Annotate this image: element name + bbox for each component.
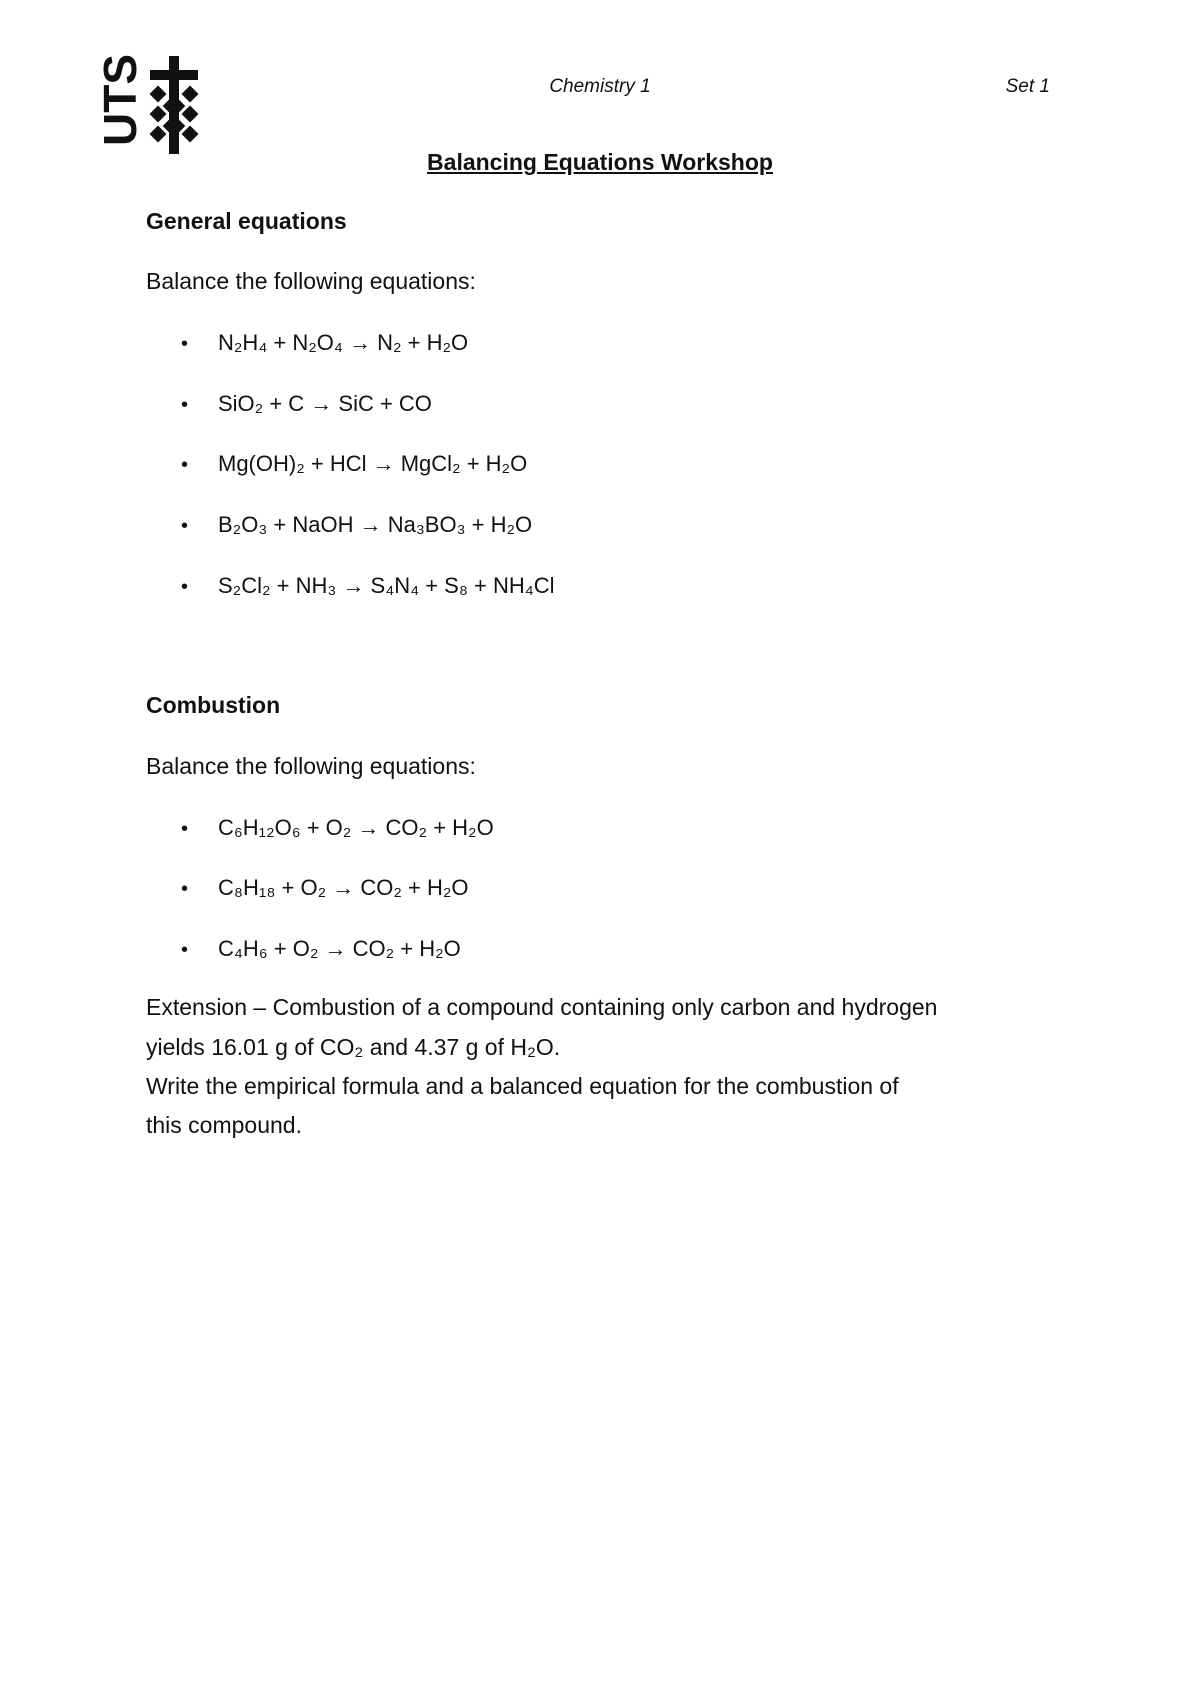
equation-text: C₆H₁₂O₆ + O₂ → CO₂ + H₂O: [218, 815, 494, 840]
instruction-combustion: Balance the following equations:: [146, 753, 476, 779]
section-heading-general: General equations: [146, 208, 347, 234]
equation-text: Mg(OH)₂ + HCl → MgCl₂ + H₂O: [218, 451, 528, 476]
section-heading-combustion: Combustion: [146, 692, 281, 718]
equation-text: C₈H₁₈ + O₂ → CO₂ + H₂O: [218, 875, 469, 900]
equation-item: [181, 936, 461, 962]
equation-text: SiO₂ + C → SiC + CO: [218, 391, 432, 416]
equation-text: B₂O₃ + NaOH → Na₃BO₃ + H₂O: [218, 512, 533, 537]
bullet-icon: •: [181, 576, 189, 598]
bullet-icon: •: [181, 939, 189, 961]
svg-text:UTS: UTS: [96, 54, 146, 146]
bullet-icon: •: [181, 818, 189, 840]
equation-text: N₂H₄ + N₂O₄ → N₂ + H₂O: [218, 330, 469, 355]
bullet-icon: •: [181, 333, 189, 355]
equation-item: [181, 573, 555, 599]
bullet-icon: •: [181, 394, 189, 416]
extension-text-line: Extension – Combustion of a compound containing only carbon and hydrogen: [146, 994, 938, 1020]
extension-text-line: this compound.: [146, 1112, 302, 1138]
uts-logo: [96, 54, 206, 158]
extension-text-line: Write the empirical formula and a balanced equation for the combustion of: [146, 1073, 899, 1099]
bullet-icon: •: [181, 515, 189, 537]
equation-item: [181, 815, 494, 841]
extension-text-line: yields 16.01 g of CO₂ and 4.37 g of H₂O.: [146, 1034, 561, 1060]
equation-item: [181, 875, 469, 901]
set-label: Set 1: [1005, 76, 1050, 97]
equation-text: S₂Cl₂ + NH₃ → S₄N₄ + S₈ + NH₄Cl: [218, 573, 555, 598]
equation-item: [181, 330, 468, 356]
course-name: Chemistry 1: [549, 76, 651, 97]
equation-item: [181, 512, 532, 538]
document-title: Balancing Equations Workshop: [427, 149, 773, 175]
equation-text: C₄H₆ + O₂ → CO₂ + H₂O: [218, 936, 461, 961]
bullet-icon: •: [181, 454, 189, 476]
bullet-icon: •: [181, 878, 189, 900]
instruction-general: Balance the following equations:: [146, 268, 476, 294]
equation-item: [181, 451, 527, 477]
equation-item: [181, 391, 432, 417]
